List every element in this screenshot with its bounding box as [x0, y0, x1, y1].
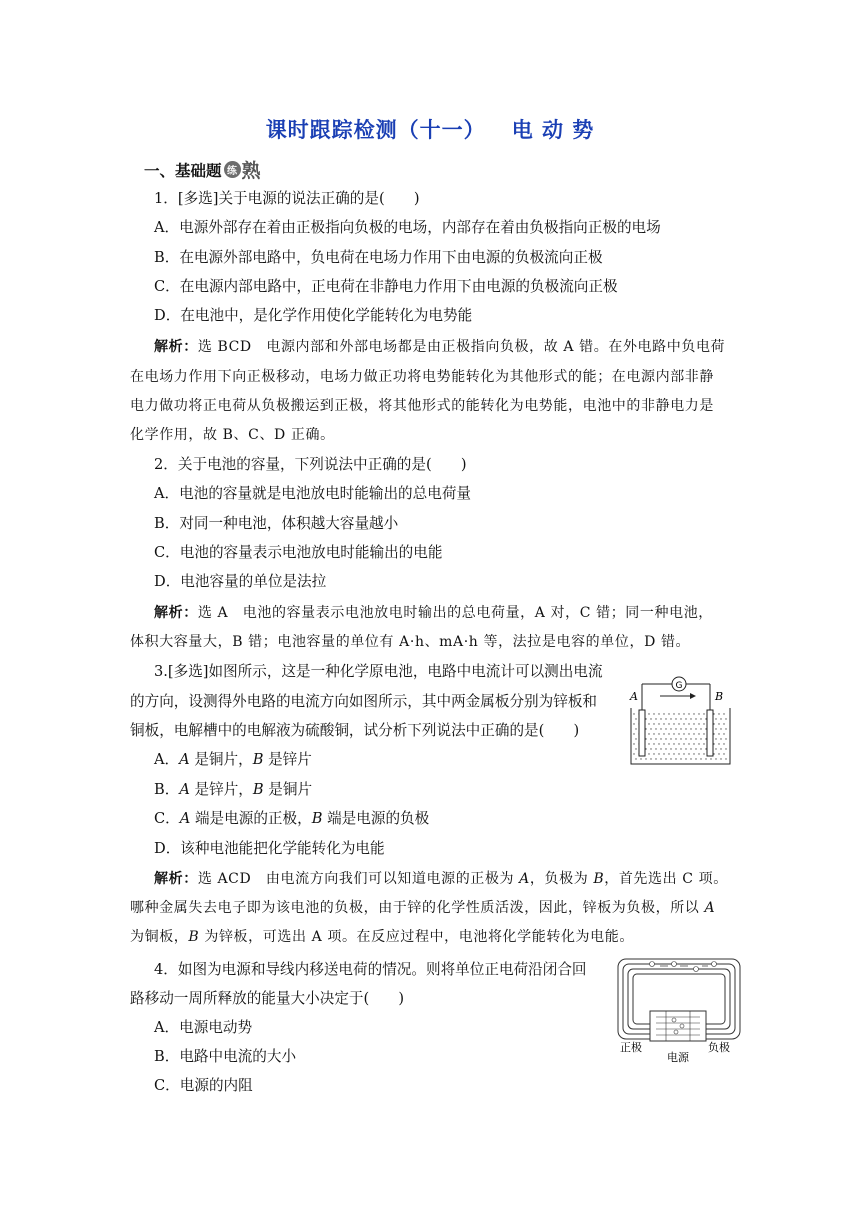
- q3-answer-line-2: 哪种金属失去电子即为该电池的负极，由于锌的化学性质活泼，因此，锌板为负极，所以 A: [130, 900, 716, 916]
- practice-badge-icon: 练: [224, 161, 241, 178]
- q2-option-b: B．对同一种电池，体积越大容量越小: [154, 515, 399, 532]
- q1-answer-line-1: 解析：选 BCD 电源内部和外部电场都是由正极指向负极，故 A 错。在外电路中负电荷: [154, 339, 726, 355]
- q4-option-b: B．电路中电流的大小: [154, 1048, 297, 1065]
- q1-option-c: C．在电源内部电路中，正电荷在非静电力作用下由电源的负极流向正极: [154, 278, 618, 295]
- q2-option-d: D．电池容量的单位是法拉: [154, 573, 327, 590]
- q2-answer-line-1: 解析：选 A 电池的容量表示电池放电时输出的总电荷量，A 对，C 错；同一种电池，: [154, 605, 713, 621]
- q1-option-b: B．在电源外部电路中，负电荷在电场力作用下由电源的负极流向正极: [154, 249, 603, 266]
- q2-option-c: C．电池的容量表示电池放电时能输出的电能: [154, 544, 443, 561]
- title-main: 课时跟踪检测（十一）: [265, 118, 486, 142]
- q4-option-a: A．电源电动势: [154, 1019, 253, 1036]
- meter-label: G: [675, 681, 683, 691]
- q3-stem-line-3: 铜板，电解槽中的电解液为硫酸铜，试分析下列说法中正确的是( ): [130, 722, 580, 739]
- negative-terminal-label: 负极: [708, 1041, 730, 1054]
- circuit-loop-figure: [614, 955, 744, 1063]
- title-sub: 电 动 势: [511, 118, 595, 142]
- q3-stem-line-1: 3.[多选]如图所示，这是一种化学原电池，电路中电流计可以测出电流: [154, 663, 603, 680]
- q3-answer-line-1: 解析：选 ACD 由电流方向我们可以知道电源的正极为 A，负极为 B，首先选出 C 项。: [154, 871, 728, 887]
- q3-option-a: A．A 是铜片，B 是锌片: [154, 751, 312, 768]
- section-label: 一、基础题: [144, 161, 222, 180]
- power-source-label: 电源: [667, 1051, 689, 1063]
- q1-answer-line-2: 在电场力作用下向正极移动，电场力做正功将电势能转化为其他形式的能；在电源内部非静: [130, 369, 714, 385]
- q2-stem: 2．关于电池的容量，下列说法中正确的是( ): [154, 456, 467, 473]
- q3-answer-line-3: 为铜板，B 为锌板，可选出 A 项。在反应过程中，电池将化学能转化为电能。: [130, 929, 634, 945]
- q1-stem: 1．[多选]关于电源的说法正确的是( ): [154, 190, 420, 207]
- q4-stem-line-1: 4．如图为电源和导线内移送电荷的情况。则将单位正电荷沿闭合回: [154, 961, 587, 978]
- q1-answer-line-3: 电力做功将正电荷从负极搬运到正极，将其他形式的能转化为电势能，电池中的非静电力是: [130, 398, 714, 414]
- power-source-box: [650, 1011, 706, 1041]
- q1-answer-line-4: 化学作用，故 B、C、D 正确。: [130, 427, 335, 443]
- q3-stem-line-2: 的方向，设测得外电路的电流方向如图所示，其中两金属板分别为锌板和: [130, 693, 598, 710]
- q2-answer-line-2: 体积大容量大，B 错；电池容量的单位有 A·h、mA·h 等，法拉是电容的单位，D 错。: [130, 634, 691, 650]
- section-heading: [144, 156, 261, 183]
- proficient-badge-text: 熟: [241, 160, 261, 182]
- electrode-b-label: B: [715, 690, 724, 703]
- galvanic-cell-figure: [626, 664, 738, 768]
- q3-option-d: D．该种电池能把化学能转化为电能: [154, 840, 385, 857]
- page-title: [0, 114, 860, 144]
- q4-stem-line-2: 路移动一周所释放的能量大小决定于( ): [130, 990, 405, 1007]
- positive-terminal-label: 正极: [620, 1041, 642, 1054]
- electrode-a-label: A: [630, 690, 638, 703]
- q3-option-b: B．A 是锌片，B 是铜片: [154, 781, 313, 798]
- q1-option-d: D．在电池中，是化学作用使化学能转化为电势能: [154, 307, 473, 324]
- q4-option-c: C．电源的内阻: [154, 1077, 253, 1094]
- q2-option-a: A．电池的容量就是电池放电时能输出的总电荷量: [154, 485, 472, 502]
- q3-option-c: C．A 端是电源的正极，B 端是电源的负极: [154, 810, 430, 827]
- q1-option-a: A．电源外部存在着由正极指向负极的电场，内部存在着由负极指向正极的电场: [154, 219, 661, 236]
